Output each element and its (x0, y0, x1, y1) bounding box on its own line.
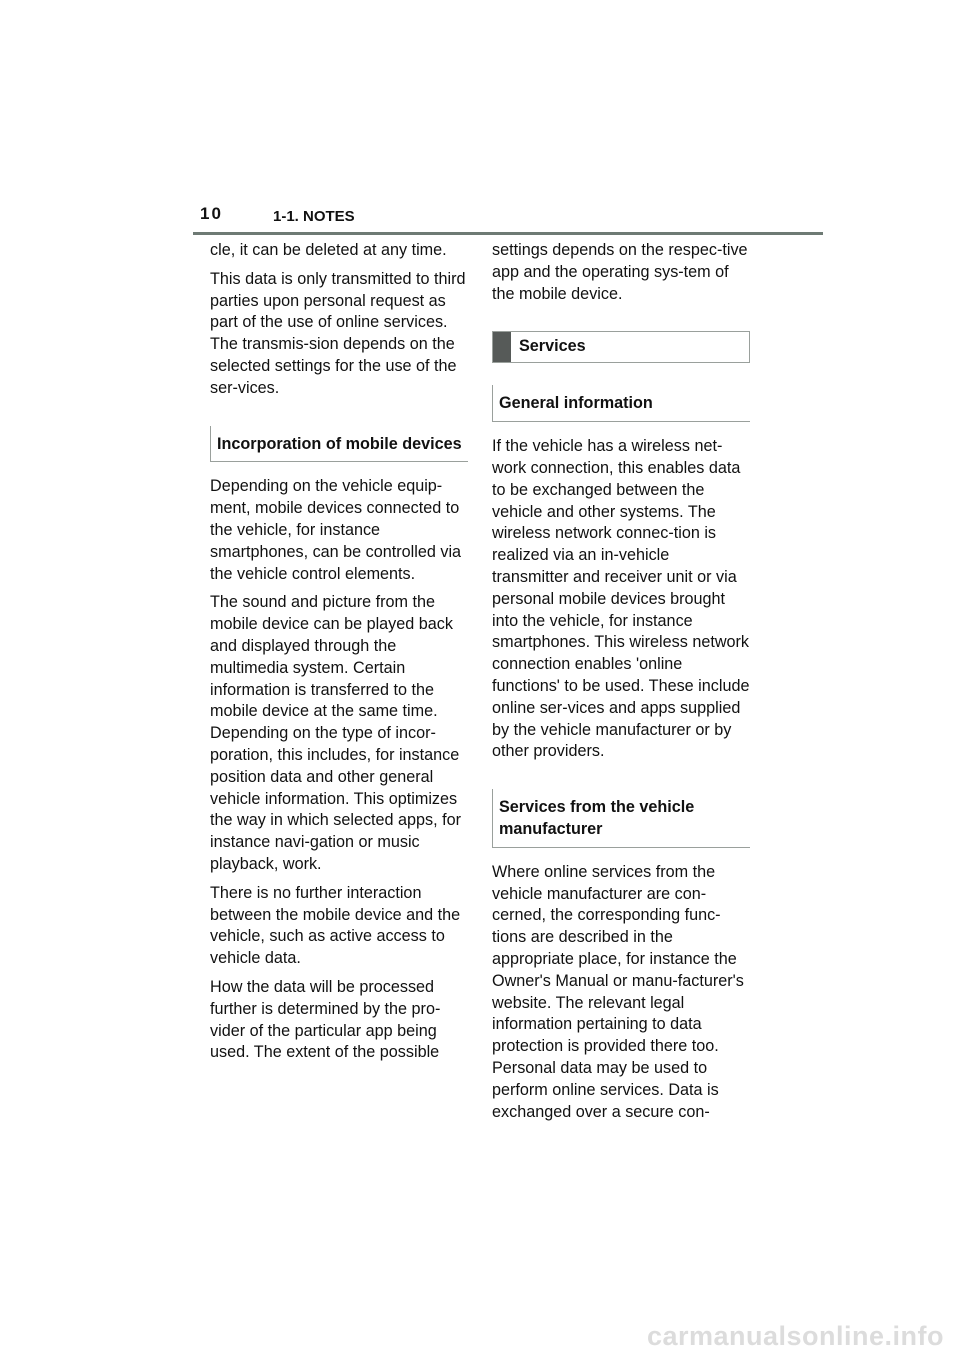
page-number: 10 (200, 204, 223, 223)
paragraph: The sound and picture from the mobile device can be played back and displayed through the multimedia system. Certain information is transferred to the mobile device at the same time. Depending on the type of incor-poration, this includes, for instance position data and other general vehicle information. This optimizes the way in which selected apps, for instance navi-gation or music playback, work. (210, 593, 462, 873)
section-title: 1-1. NOTES (273, 208, 355, 225)
paragraph: Depending on the vehicle equip-ment, mobile devices connected to the vehicle, for instance smartphones, can be controlled via the vehicle control elements. (210, 477, 462, 583)
heading-marker (493, 332, 511, 362)
subheading-manufacturer-services: Services from the vehicle manufacturer (492, 789, 750, 848)
paragraph: Where online services from the vehicle manufacturer are con-cerned, the corresponding func-tions are described in the appropriate place, for instance the Owner's Manual or manu-facturer's website. The relevant legal information pertaining to data protection is provided there too. Personal data may be used to perform online services. Data is exchanged over a secure con- (492, 862, 744, 1121)
section-heading-services (492, 331, 750, 363)
paragraph: There is no further interaction between the mobile device and the vehicle, such as active access to vehicle data. (210, 883, 461, 968)
right-column (492, 240, 750, 1130)
paragraph: If the vehicle has a wireless net-work connection, this enables data to be exchanged between the vehicle and other systems. The wireless network connec-tion is realized via an in-vehicle transmitter and receiver unit or via personal mobile devices brought into the vehicle, for instance smartphones. This wireless network connection enables 'online functions' to be used. These include online ser-vices and apps supplied by the vehicle manufacturer or by other providers. (492, 437, 750, 761)
header-divider (193, 232, 823, 235)
subheading-general-information: General information (492, 385, 750, 422)
paragraph: settings depends on the respec-tive app and the operating sys-tem of the mobile device. (492, 241, 748, 303)
paragraph: How the data will be processed further is determined by the pro-vider of the particular app being used. The extent of the possible (210, 977, 441, 1062)
page-header (0, 0, 960, 240)
subheading-mobile-devices: Incorporation of mobile devices (210, 426, 468, 463)
paragraph: cle, it can be deleted at any time. (210, 241, 447, 259)
left-column (210, 240, 468, 1071)
paragraph: This data is only transmitted to third parties upon personal request as part of the use of online services. The transmis-sion depends on the selected settings for the use of the ser-vices. (210, 269, 466, 397)
watermark: carmanualsonline.info (646, 1321, 944, 1351)
section-heading-label: Services (519, 337, 586, 356)
